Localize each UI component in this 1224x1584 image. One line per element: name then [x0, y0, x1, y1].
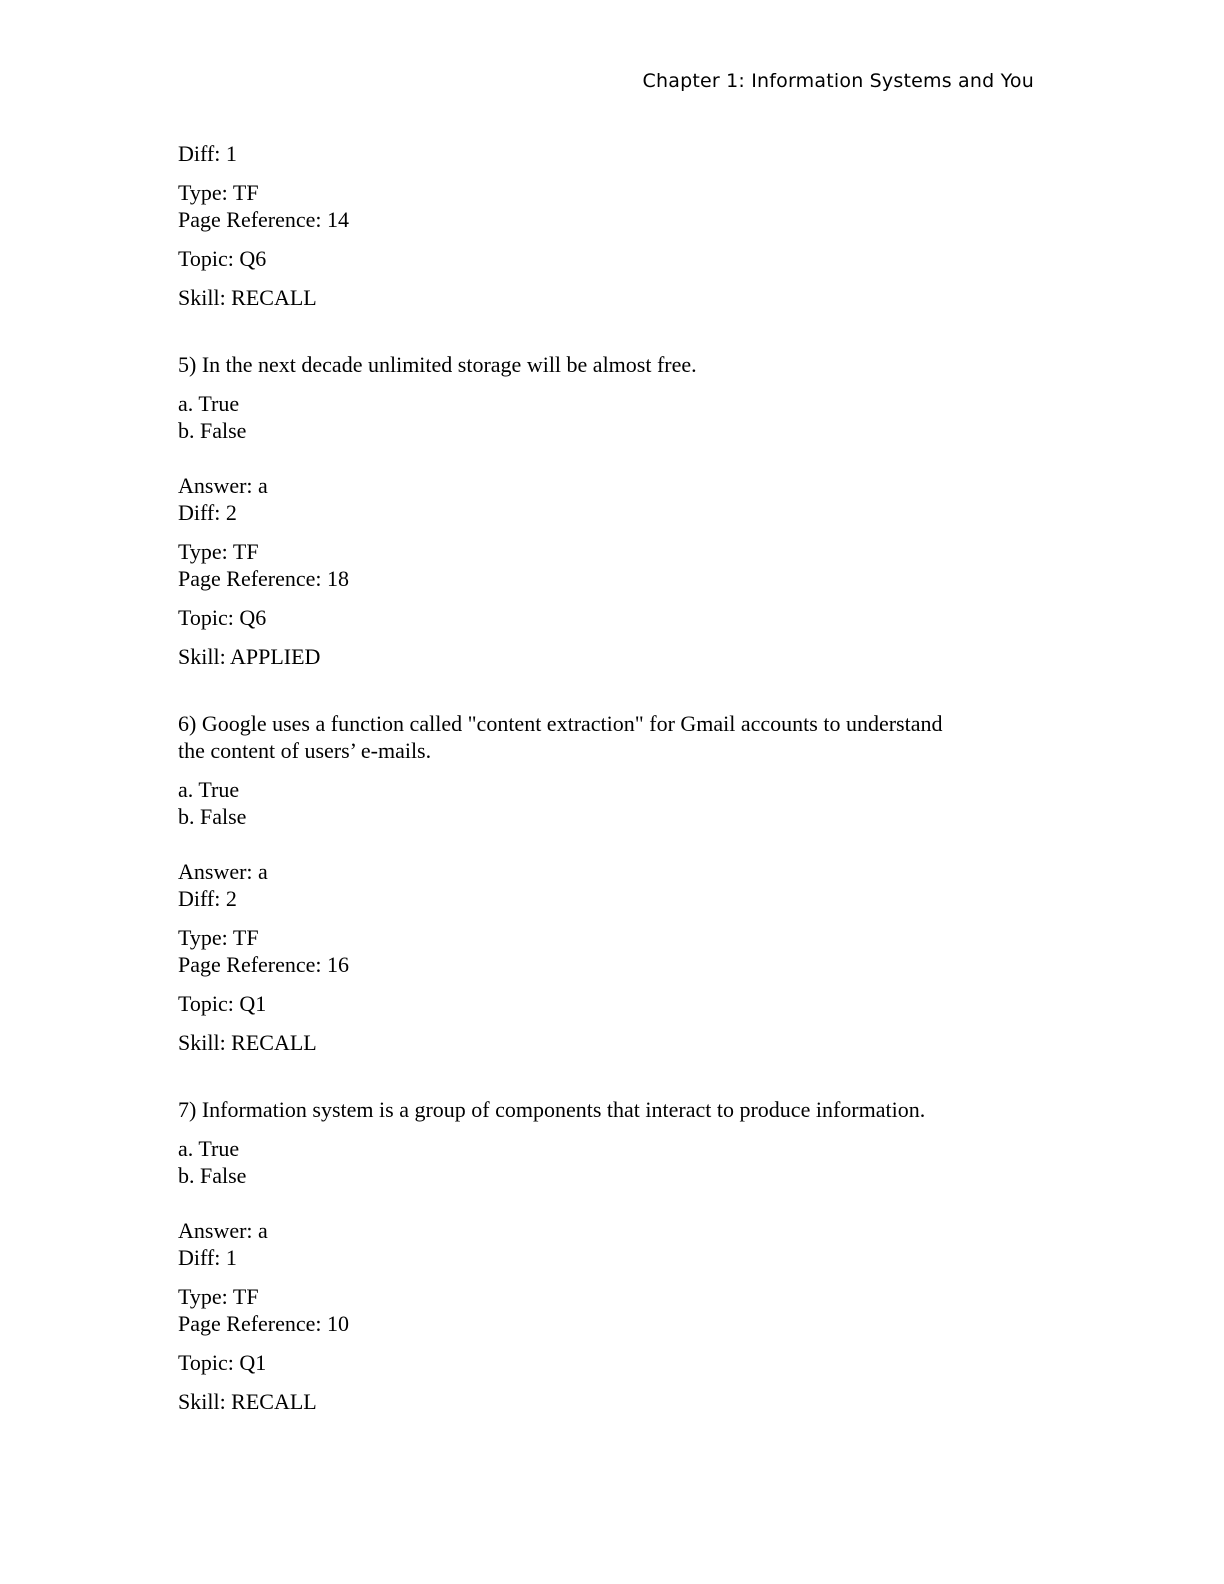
question-stem-line-1: 6) Google uses a function called "content extraction" for Gmail accounts to understand — [178, 711, 943, 736]
question-stem: 5) In the next decade unlimited storage will be almost free. — [178, 352, 697, 377]
option-a: a. True — [178, 391, 240, 416]
page-header: Chapter 1: Information Systems and You — [642, 70, 1034, 92]
question-4-metadata — [178, 140, 1038, 311]
type-label: Type: TF — [178, 539, 259, 564]
topic-label: Topic: Q1 — [178, 1350, 267, 1375]
type-label: Type: TF — [178, 1284, 259, 1309]
answer-label: Answer: a — [178, 473, 268, 498]
question-7 — [178, 1096, 1038, 1415]
diff-label: Diff: 2 — [178, 500, 237, 525]
question-stem: 7) Information system is a group of components that interact to produce information. — [178, 1097, 926, 1122]
question-5 — [178, 351, 1038, 670]
type-label: Type: TF — [178, 180, 259, 205]
option-a: a. True — [178, 1136, 240, 1161]
type-label: Type: TF — [178, 925, 259, 950]
diff-label: Diff: 1 — [178, 141, 237, 166]
page-reference-label: Page Reference: 18 — [178, 566, 350, 591]
page-reference-label: Page Reference: 10 — [178, 1311, 350, 1336]
topic-label: Topic: Q1 — [178, 991, 267, 1016]
option-b: b. False — [178, 418, 247, 443]
option-b: b. False — [178, 1163, 247, 1188]
answer-label: Answer: a — [178, 1218, 268, 1243]
option-a: a. True — [178, 777, 240, 802]
question-6 — [178, 710, 1038, 1056]
skill-label: Skill: RECALL — [178, 285, 317, 310]
document-body — [178, 140, 1038, 1415]
page-reference-label: Page Reference: 14 — [178, 207, 350, 232]
diff-label: Diff: 1 — [178, 1245, 237, 1270]
topic-label: Topic: Q6 — [178, 605, 267, 630]
diff-label: Diff: 2 — [178, 886, 237, 911]
answer-label: Answer: a — [178, 859, 268, 884]
page-reference-label: Page Reference: 16 — [178, 952, 350, 977]
skill-label: Skill: RECALL — [178, 1389, 317, 1414]
option-b: b. False — [178, 804, 247, 829]
skill-label: Skill: APPLIED — [178, 644, 321, 669]
skill-label: Skill: RECALL — [178, 1030, 317, 1055]
question-stem-line-2: the content of users’ e-mails. — [178, 738, 432, 763]
topic-label: Topic: Q6 — [178, 246, 267, 271]
